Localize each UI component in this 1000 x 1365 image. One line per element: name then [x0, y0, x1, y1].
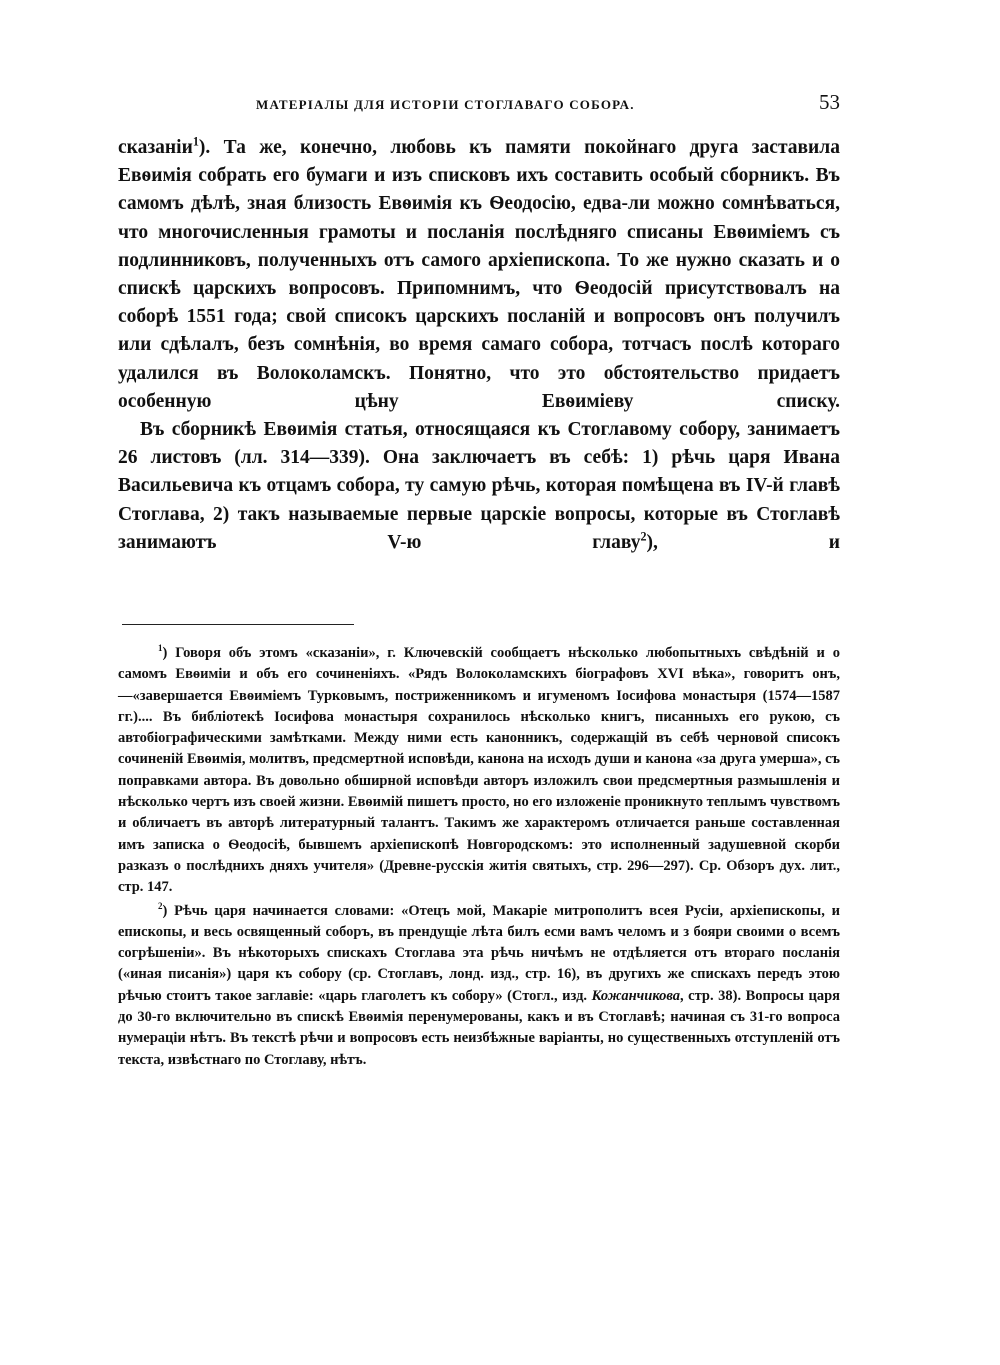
paragraph-1-start: сказаніи — [118, 137, 193, 158]
footnote-2-text-end: , стр. 38). Вопросы царя до 30-го включительно въ спискѣ Евѳимія перенумерованы, какъ и въ Стоглавѣ; начиная съ 31-го вопроса нумераціи нѣтъ. Въ текстѣ рѣчи и вопросовъ есть неизбѣжные варіанты, но существенныхъ отступленій отъ текста, извѣстнаго по Стоглаву, нѣтъ. — [118, 987, 840, 1068]
paragraph-2-end: ), и — [646, 531, 840, 553]
footnotes — [118, 643, 840, 1071]
main-text — [118, 134, 840, 557]
footnote-2-mark: 2 — [158, 900, 163, 911]
paragraph-1-text: ). Та же, конечно, любовь къ памяти покойнаго друга заставила Евѳимія собрать его бумаги и изъ списковъ ихъ составить особый сборникъ. Въ самомъ дѣлѣ, зная близость Евѳимія къ Ѳеодосію, едва-ли можно сомнѣваться, что многочисленныя грамоты и посланія послѣдняго списаны Евѳиміемъ съ подлинниковъ, полученныхъ отъ самого архіепископа. То же нужно сказать и о спискѣ царскихъ вопросовъ. Припомнимъ, что Ѳеодосій присутствовалъ на соборѣ 1551 года; свой списокъ царскихъ посланій и вопросовъ онъ получилъ или сдѣлалъ, безъ сомнѣнія, во время самаго собора, тотчасъ послѣ котораго удалился въ Волоколамскъ. Понятно, что это обстоятельство придаетъ особенную цѣну Евѳиміеву списку. — [118, 137, 840, 412]
paragraph-2 — [118, 416, 840, 557]
footnote-1 — [118, 643, 840, 899]
footnote-2-text: ) Рѣчь царя начинается словами: «Отецъ мой, Макаріе митрополитъ всея Русіи, архіепископы, и епископы, и весь освященный соборъ, въ прендущіе лѣта билъ есми вамъ челомъ и з бояри своими о всемъ согрѣшеніи». Въ нѣкоторыхъ спискахъ Стоглава эта рѣчь ничѣмъ не отдѣляется отъ втораго посланія («иная писанія») царя къ собору (ср. Стоглавъ, лонд. изд., стр. 16), въ другихъ же спискахъ передъ этою рѣчью стоитъ такое заглавіе: «царь глаголетъ къ собору» (Стогл., изд. — [118, 902, 840, 1004]
running-title: МАТЕРІАЛЫ ДЛЯ ИСТОРІИ СТОГЛАВАГО СОБОРА. — [256, 97, 635, 112]
footnote-ref-2[interactable]: 2 — [640, 529, 647, 544]
footnote-1-text: ) Говоря объ этомъ «сказаніи», г. Ключевскій сообщаетъ нѣсколько любопытныхъ свѣдѣній и о самомъ Евѳиміи и объ его сочиненіяхъ. «Рядъ Волоколамскихъ біографовъ XVI вѣка», говоритъ онъ,—«завершается Евѳиміемъ Турковымъ, постриженникомъ и игуменомъ Іосифова монастыря (1574—1587 гг.).... Въ библіотекѣ Іосифова монастыря сохранилось нѣсколько книгъ, писанныхъ его рукою, съ автобіографическими замѣтками. Между ними есть канонникъ, содержащій въ себѣ черновой списокъ сочиненій Евѳимія, молитвъ, предсмертной исповѣди, канона на исходъ души и канона «за друга умерша», съ поправками автора. Въ довольно обширной исповѣди авторъ изложилъ свои предсмертныя размышленія и нѣсколько чертъ изъ своей жизни. Евѳимій пишетъ просто, но его изложеніе проникнуто теплымъ чувствомъ и обличаетъ въ авторѣ литературный талантъ. Такимъ же характеромъ отличается раньше составленная имъ записка о Ѳеодосіѣ, бывшемъ архіепископѣ Новгородскомъ: это исполненный задушевной скорби разказъ о послѣднихъ дняхъ учителя» (Древне-русскія житія святыхъ, стр. 296—297). Ср. Обзоръ дух. лит., стр. 147. — [118, 645, 840, 896]
footnote-2-editor-name: Кожанчикова — [591, 987, 680, 1004]
page-number: 53 — [819, 90, 840, 114]
footnote-ref-1[interactable]: 1 — [192, 134, 199, 149]
running-head — [118, 90, 840, 114]
footnote-2 — [118, 901, 840, 1071]
footnote-1-mark: 1 — [158, 643, 163, 654]
paragraph-2-text: Въ сборникѣ Евѳимія статья, относящаяся къ Стоглавому собору, занимаетъ 26 листовъ (лл. 314—339). Она заключаетъ въ себѣ: 1) рѣчь царя Ивана Васильевича къ отцамъ собора, ту самую рѣчь, которая помѣщена въ IV-й главѣ Стоглава, 2) такъ называемые первые царскіе вопросы, которые въ Стоглавѣ занимаютъ V-ю главу — [118, 419, 840, 553]
paragraph-1 — [118, 134, 840, 416]
footnote-divider — [122, 624, 354, 625]
